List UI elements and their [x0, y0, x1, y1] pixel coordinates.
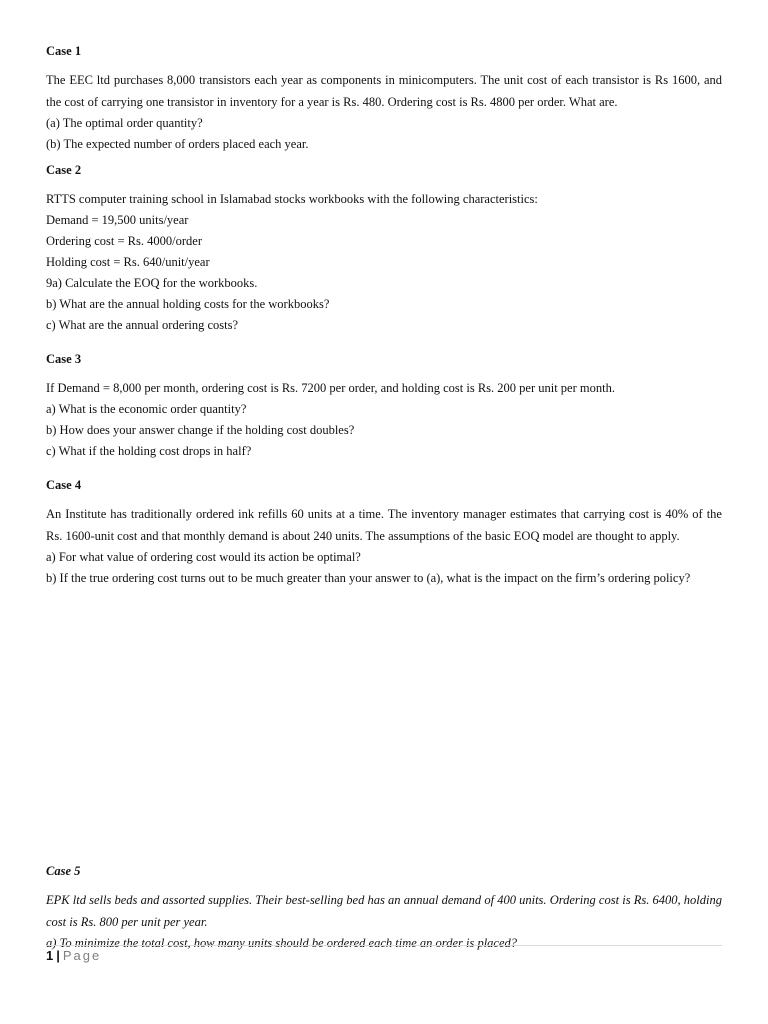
case-intro: RTTS computer training school in Islamabad stocks workbooks with the following characteristics: [46, 192, 538, 206]
footer-divider [46, 945, 722, 946]
holding-cost-line: Holding cost = Rs. 640/unit/year [46, 255, 210, 269]
case-2 [46, 160, 722, 336]
question-line: b) If the true ordering cost turns out to be much greater than your answer to (a), what is the impact on the firm’s ordering policy? [46, 571, 691, 585]
question-line: c) What if the holding cost drops in half? [46, 444, 252, 458]
case-intro: If Demand = 8,000 per month, ordering cost is Rs. 7200 per order, and holding cost is Rs. 200 per unit per month. [46, 381, 615, 395]
case-paragraph: EPK ltd sells beds and assorted supplies. Their best-selling bed has an annual demand of 400 units. Ordering cost is Rs. 6400, holding cost is Rs. 800 per unit per year. [46, 893, 722, 929]
question-line: b) What are the annual holding costs for the workbooks? [46, 297, 330, 311]
demand-line: Demand = 19,500 units/year [46, 213, 189, 227]
case-title: Case 2 [46, 163, 82, 177]
page-label: Page [62, 948, 102, 963]
question-line: b) How does your answer change if the holding cost doubles? [46, 423, 355, 437]
question-line: (b) The expected number of orders placed each year. [46, 137, 309, 151]
case-paragraph: The EEC ltd purchases 8,000 transistors each year as components in minicomputers. The unit cost of each transistor is Rs 1600, and the cost of carrying one transistor in inventory for a year is Rs. 480. Ordering cost is Rs. 4800 per order. What are. [46, 73, 722, 109]
case-title: Case 1 [46, 44, 82, 58]
question-line: c) What are the annual ordering costs? [46, 318, 239, 332]
page-number: 1 [46, 948, 54, 963]
case-3 [46, 349, 722, 462]
page-footer [46, 948, 101, 964]
case-title: Case 3 [46, 352, 82, 366]
case-1 [46, 41, 722, 155]
question-line: 9a) Calculate the EOQ for the workbooks. [46, 276, 258, 290]
case-title: Case 5 [46, 864, 81, 878]
case-4 [46, 475, 722, 589]
case-paragraph: An Institute has traditionally ordered ink refills 60 units at a time. The inventory manager estimates that carrying cost is 40% of the Rs. 1600-unit cost and that monthly demand is about 240 units. The assumptions of the basic EOQ model are thought to apply. [46, 507, 722, 543]
case-5 [46, 861, 722, 954]
ordering-cost-line: Ordering cost = Rs. 4000/order [46, 234, 202, 248]
question-line: a) What is the economic order quantity? [46, 402, 247, 416]
footer-separator: | [56, 948, 60, 963]
question-line: a) To minimize the total cost, how many units should be ordered each time an order is placed? [46, 936, 518, 950]
question-line: a) For what value of ordering cost would its action be optimal? [46, 550, 361, 564]
case-title: Case 4 [46, 478, 82, 492]
question-line: (a) The optimal order quantity? [46, 116, 203, 130]
